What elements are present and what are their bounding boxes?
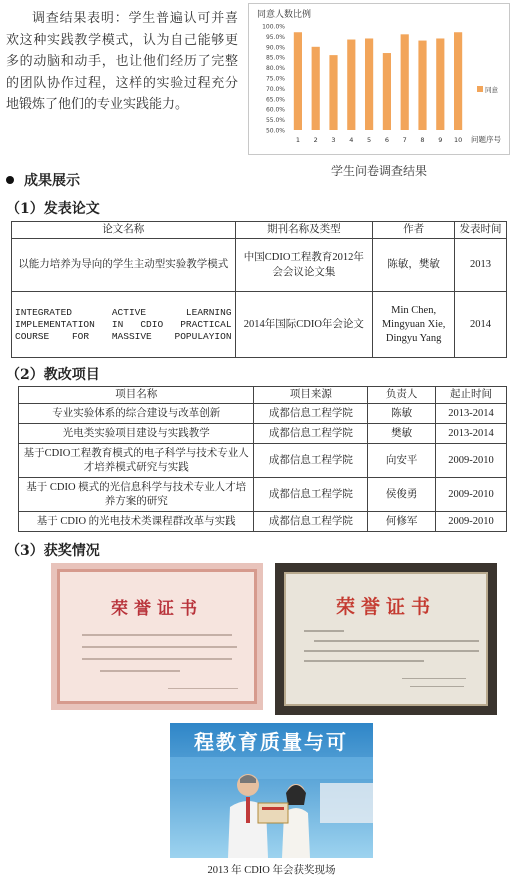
papers-header-journal: 期刊名称及类型 [235, 222, 373, 239]
x-tick-label: 10 [453, 136, 463, 144]
table-row [19, 424, 507, 444]
project-source: 成都信息工程学院 [254, 444, 368, 478]
bar [454, 32, 462, 130]
project-period: 2009-2010 [436, 512, 507, 532]
intro-paragraph: 调查结果表明：学生普遍认可并喜欢这种实践教学模式，认为自己能够更多的动脑和动手，也让他们经历了完整的团队协作过程，这样的实验过程充分地锻炼了他们的专业实践能力。 [6, 11, 238, 112]
award-ceremony-illustration [170, 723, 373, 858]
x-tick-label: 8 [420, 136, 425, 144]
bullet-icon [6, 176, 14, 184]
y-tick-label: 85.0% [265, 54, 285, 62]
table-row [12, 292, 507, 358]
table-row [19, 404, 507, 424]
project-name: 基于CDIO工程教育模式的电子科学与技术专业人才培养模式研究与实践 [19, 444, 254, 478]
project-name: 基于 CDIO 的光电技术类课程群改革与实践 [19, 512, 254, 532]
certificate-title: 荣誉证书 [111, 599, 203, 619]
y-tick-label: 90.0% [265, 44, 285, 52]
paper-journal: 2014年国际CDIO年会论文 [235, 292, 373, 358]
table-row [19, 512, 507, 532]
project-period: 2009-2010 [436, 444, 507, 478]
table-row [12, 239, 507, 292]
bar [329, 55, 337, 130]
papers-heading: （1）发表论文 [6, 201, 100, 217]
paper-journal: 中国CDIO工程教育2012年会会议论文集 [235, 239, 373, 292]
bar [365, 38, 373, 130]
legend-label: 同意 [485, 86, 498, 94]
bar [294, 32, 302, 130]
bar [383, 53, 391, 130]
x-tick-label: 9 [438, 136, 443, 144]
projects-heading: （2）教改项目 [6, 367, 100, 383]
legend-swatch [477, 86, 483, 92]
projects-header-source: 项目来源 [254, 387, 368, 404]
honor-certificate-photo [275, 563, 497, 715]
banner-text: 程教育质量与可 [194, 730, 348, 754]
project-name: 基于 CDIO 模式的光信息科学与技术专业人才培养方案的研究 [19, 478, 254, 512]
bar [418, 41, 426, 130]
project-period: 2013-2014 [436, 404, 507, 424]
papers-header-authors: 作者 [373, 222, 455, 239]
y-tick-label: 75.0% [265, 75, 285, 83]
section-title: 成果展示 [24, 173, 80, 189]
paper-year: 2013 [455, 239, 507, 292]
x-tick-label: 4 [349, 136, 354, 144]
y-tick-label: 60.0% [265, 106, 285, 114]
y-tick-label: 50.0% [265, 127, 285, 135]
paper-title: INTEGRATED ACTIVE LEARNING IMPLEMENTATION IN CDIO PRACTICAL COURSE FOR MASSIVE POPULAYION [12, 292, 236, 358]
bar [401, 34, 409, 130]
x-axis-label: 问题序号 [471, 135, 501, 144]
projects-header-row [19, 387, 507, 404]
x-tick-label: 2 [313, 136, 318, 144]
papers-table [11, 221, 507, 358]
y-tick-label: 55.0% [265, 117, 285, 125]
projects-header-lead: 负责人 [368, 387, 436, 404]
x-tick-label: 7 [402, 136, 407, 144]
papers-header-title: 论文名称 [12, 222, 236, 239]
projects-header-period: 起止时间 [436, 387, 507, 404]
project-lead: 侯俊勇 [368, 478, 436, 512]
project-source: 成都信息工程学院 [254, 424, 368, 444]
projects-header-name: 项目名称 [19, 387, 254, 404]
y-tick-label: 95.0% [265, 33, 285, 41]
project-name: 专业实验体系的综合建设与改革创新 [19, 404, 254, 424]
y-tick-label: 65.0% [265, 96, 285, 104]
paper-authors: Min Chen, Mingyuan Xie, Dingyu Yang [373, 292, 455, 358]
table-row [19, 444, 507, 478]
photo-caption: 2013 年 CDIO 年会获奖现场 [207, 865, 336, 876]
project-source: 成都信息工程学院 [254, 512, 368, 532]
chart-caption: 学生问卷调查结果 [330, 164, 427, 178]
papers-header-year: 发表时间 [455, 222, 507, 239]
x-tick-label: 5 [367, 136, 372, 144]
certificate-title: 荣誉证书 [335, 596, 436, 618]
project-lead: 向安平 [368, 444, 436, 478]
project-lead: 何修军 [368, 512, 436, 532]
awards-heading: （3）获奖情况 [6, 543, 100, 559]
section-heading [6, 170, 80, 190]
award-ceremony-photo [170, 723, 373, 858]
project-source: 成都信息工程学院 [254, 404, 368, 424]
bar [436, 38, 444, 130]
paper-authors: 陈敏，樊敏 [373, 239, 455, 292]
project-lead: 陈敏 [368, 404, 436, 424]
bar [347, 40, 355, 130]
honor-certificate-image [51, 563, 263, 710]
paper-title: 以能力培养为导向的学生主动型实验教学模式 [12, 239, 236, 292]
project-source: 成都信息工程学院 [254, 478, 368, 512]
survey-chart [248, 3, 510, 155]
x-tick-label: 3 [331, 136, 336, 144]
projects-table [18, 386, 507, 532]
table-row [19, 478, 507, 512]
y-tick-label: 80.0% [265, 65, 285, 73]
bar [312, 47, 320, 130]
project-lead: 樊敏 [368, 424, 436, 444]
y-tick-label: 100.0% [262, 23, 285, 31]
project-period: 2013-2014 [436, 424, 507, 444]
paper-year: 2014 [455, 292, 507, 358]
chart-title: 同意人数比例 [257, 10, 312, 20]
y-tick-label: 70.0% [265, 85, 285, 93]
papers-header-row [12, 222, 507, 239]
x-tick-label: 6 [384, 136, 389, 144]
survey-chart-svg [249, 4, 511, 156]
project-name: 光电类实验项目建设与实践教学 [19, 424, 254, 444]
x-tick-label: 1 [295, 136, 300, 144]
project-period: 2009-2010 [436, 478, 507, 512]
